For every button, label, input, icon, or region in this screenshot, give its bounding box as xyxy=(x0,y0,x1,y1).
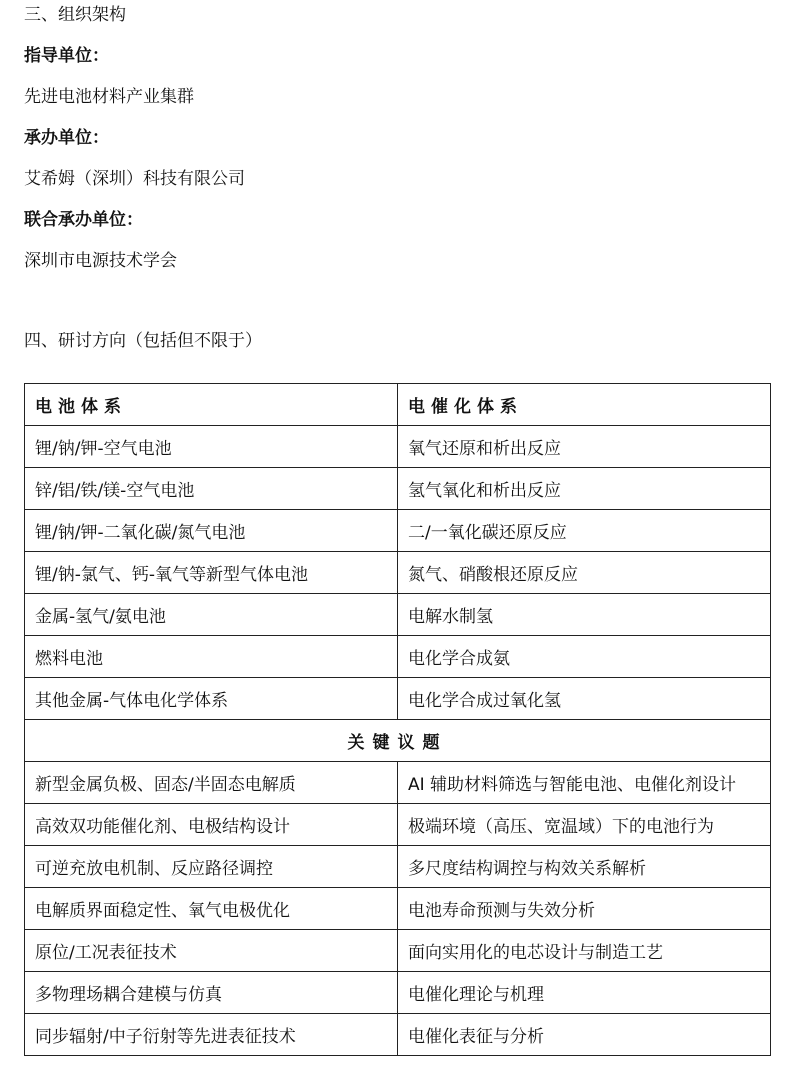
table-cell: 电催化理论与机理 xyxy=(398,972,771,1014)
table-cell: 多物理场耦合建模与仿真 xyxy=(25,972,398,1014)
table-cell: 面向实用化的电芯设计与制造工艺 xyxy=(398,930,771,972)
guiding-unit-label: 指导单位： xyxy=(24,46,109,66)
table-cell: 其他金属-气体电化学体系 xyxy=(25,678,398,720)
table-cell: 二/一氧化碳还原反应 xyxy=(398,510,771,552)
table-cell: 氢气氧化和析出反应 xyxy=(398,468,771,510)
electrocatalysis-systems-header: 电催化体系 xyxy=(398,384,771,426)
table-row xyxy=(25,762,771,804)
table-cell: 金属-氢气/氨电池 xyxy=(25,594,398,636)
table-cell: 氮气、硝酸根还原反应 xyxy=(398,552,771,594)
table-row xyxy=(25,636,771,678)
table-row xyxy=(25,510,771,552)
table-cell: 氧气还原和析出反应 xyxy=(398,426,771,468)
org-heading: 三、组织架构 xyxy=(24,5,126,25)
table-row xyxy=(25,552,771,594)
key-issues-header: 关键议题 xyxy=(25,720,771,762)
table-cell: 电化学合成过氧化氢 xyxy=(398,678,771,720)
table-row xyxy=(25,678,771,720)
table-row xyxy=(25,804,771,846)
host-unit-value: 艾希姆（深圳）科技有限公司 xyxy=(24,169,245,189)
guiding-unit-value: 先进电池材料产业集群 xyxy=(24,87,194,107)
topics-heading: 四、研讨方向（包括但不限于） xyxy=(24,331,262,351)
table-cell: 同步辐射/中子衍射等先进表征技术 xyxy=(25,1014,398,1056)
table-cell: 锂/钠-氯气、钙-氧气等新型气体电池 xyxy=(25,552,398,594)
table-cell: 新型金属负极、固态/半固态电解质 xyxy=(25,762,398,804)
table-cell: 电解水制氢 xyxy=(398,594,771,636)
table-cell: AI 辅助材料筛选与智能电池、电催化剂设计 xyxy=(398,762,771,804)
table-row xyxy=(25,594,771,636)
table-cell: 电催化表征与分析 xyxy=(398,1014,771,1056)
table-cell: 锂/钠/钾-二氧化碳/氮气电池 xyxy=(25,510,398,552)
table-cell: 高效双功能催化剂、电极结构设计 xyxy=(25,804,398,846)
topics-table xyxy=(24,383,771,1056)
table-row xyxy=(25,846,771,888)
table-cell: 锌/铝/铁/镁-空气电池 xyxy=(25,468,398,510)
table-cell: 锂/钠/钾-空气电池 xyxy=(25,426,398,468)
table-cell: 极端环境（高压、宽温域）下的电池行为 xyxy=(398,804,771,846)
cohost-unit-value: 深圳市电源技术学会 xyxy=(24,251,177,271)
table-cell: 电池寿命预测与失效分析 xyxy=(398,888,771,930)
table-row xyxy=(25,1014,771,1056)
table-row xyxy=(25,972,771,1014)
key-issues-row xyxy=(25,720,771,762)
table-cell: 原位/工况表征技术 xyxy=(25,930,398,972)
cohost-unit-label: 联合承办单位： xyxy=(24,210,143,230)
table-cell: 多尺度结构调控与构效关系解析 xyxy=(398,846,771,888)
table-row xyxy=(25,426,771,468)
table-cell: 电化学合成氨 xyxy=(398,636,771,678)
table-cell: 电解质界面稳定性、氧气电极优化 xyxy=(25,888,398,930)
host-unit-label: 承办单位： xyxy=(24,128,109,148)
battery-systems-header: 电池体系 xyxy=(25,384,398,426)
table-header-row xyxy=(25,384,771,426)
table-row xyxy=(25,468,771,510)
table-row xyxy=(25,930,771,972)
table-cell: 可逆充放电机制、反应路径调控 xyxy=(25,846,398,888)
table-row xyxy=(25,888,771,930)
table-cell: 燃料电池 xyxy=(25,636,398,678)
